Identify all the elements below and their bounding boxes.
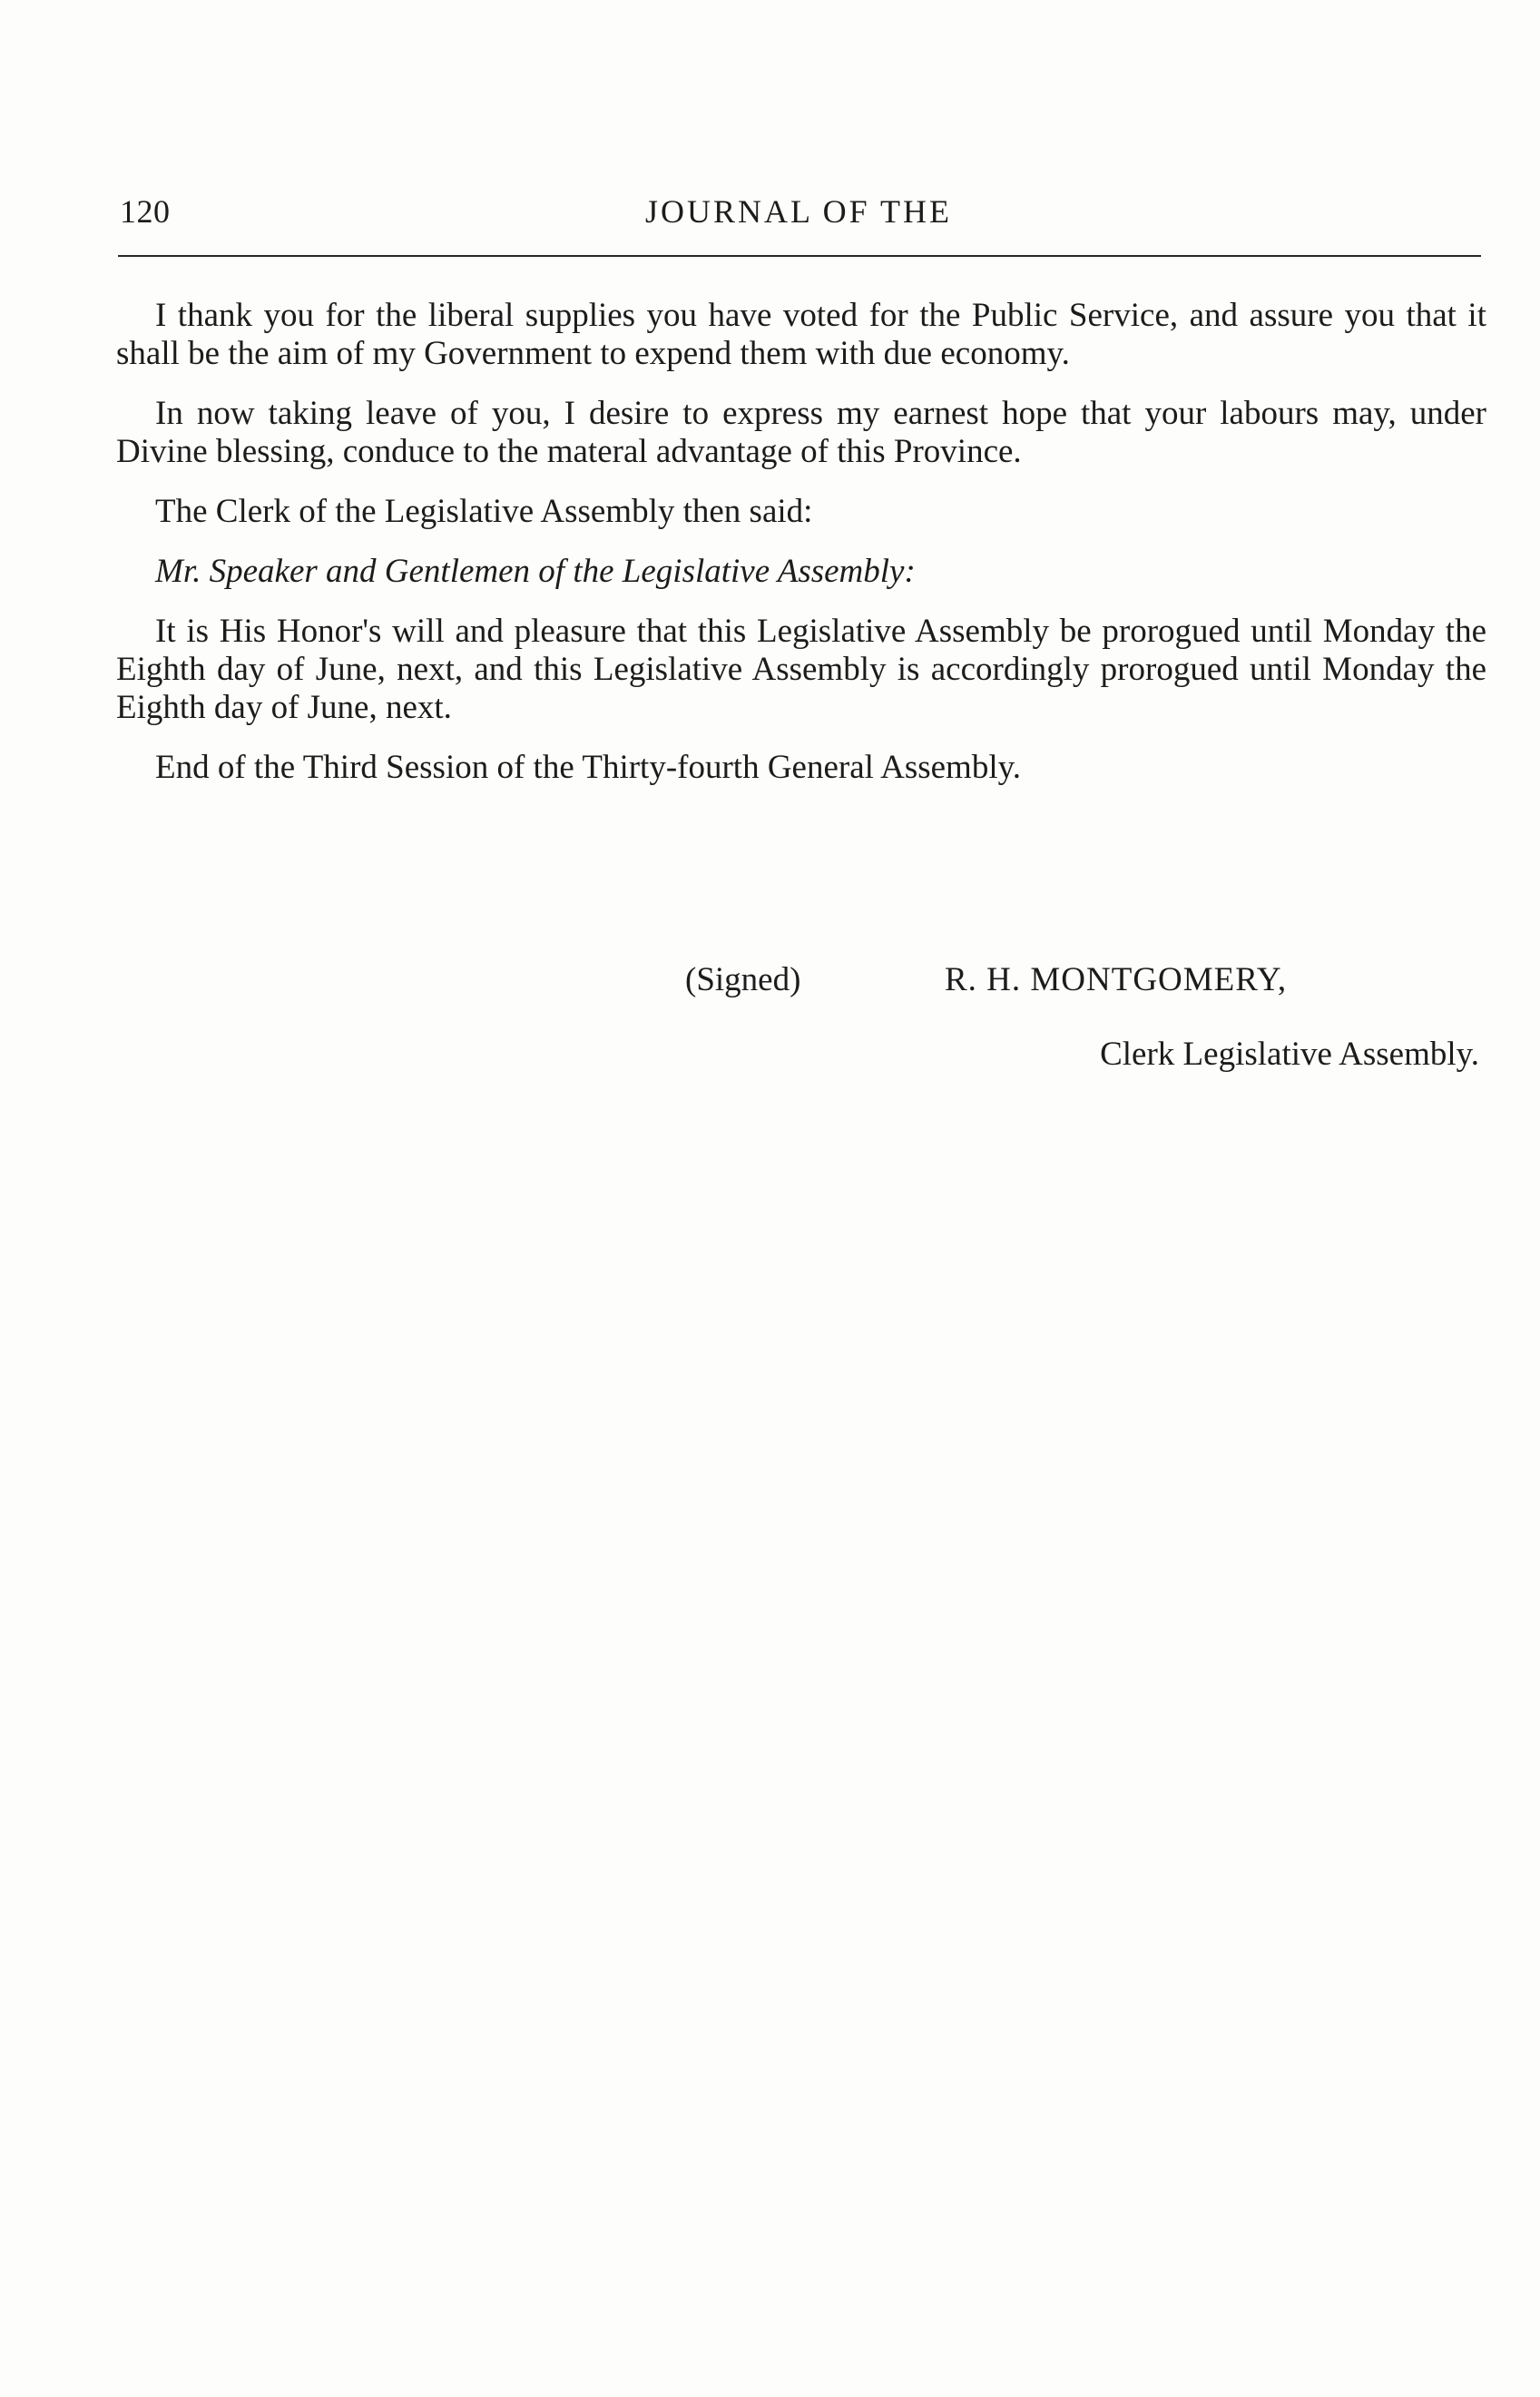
paragraph-leave: In now taking leave of you, I desire to express my earnest hope that your labours may, under Divine blessing, conduce to the materal advantage of this Province.	[116, 395, 1486, 470]
page-number: 120	[120, 193, 171, 230]
speaker-address: Mr. Speaker and Gentlemen of the Legislative Assembly:	[155, 553, 916, 590]
journal-title: JOURNAL OF THE	[644, 193, 952, 230]
signer-name: R. H. MONTGOMERY,	[945, 961, 1288, 998]
paragraph-session-end: End of the Third Session of the Thirty-fourth General Assembly.	[155, 749, 1021, 786]
body-text	[116, 297, 1486, 809]
paragraph-supplies: I thank you for the liberal supplies you have voted for the Public Service, and assure you that it shall be the aim of my Government to expend them with due economy.	[116, 297, 1486, 372]
signature-block	[116, 960, 1486, 1078]
signer-title: Clerk Legislative Assembly.	[1100, 1036, 1479, 1073]
paragraph-clerk-said: The Clerk of the Legislative Assembly then said:	[155, 493, 813, 530]
paragraph-prorogation: It is His Honor's will and pleasure that this Legislative Assembly be prorogued until Monday the Eighth day of June, next, and this Legislative Assembly is accordingly prorogued until Monday the Eighth day of June, next.	[116, 613, 1486, 726]
header-rule	[118, 255, 1481, 257]
running-head	[116, 185, 1481, 240]
signed-label: (Signed)	[685, 961, 801, 998]
